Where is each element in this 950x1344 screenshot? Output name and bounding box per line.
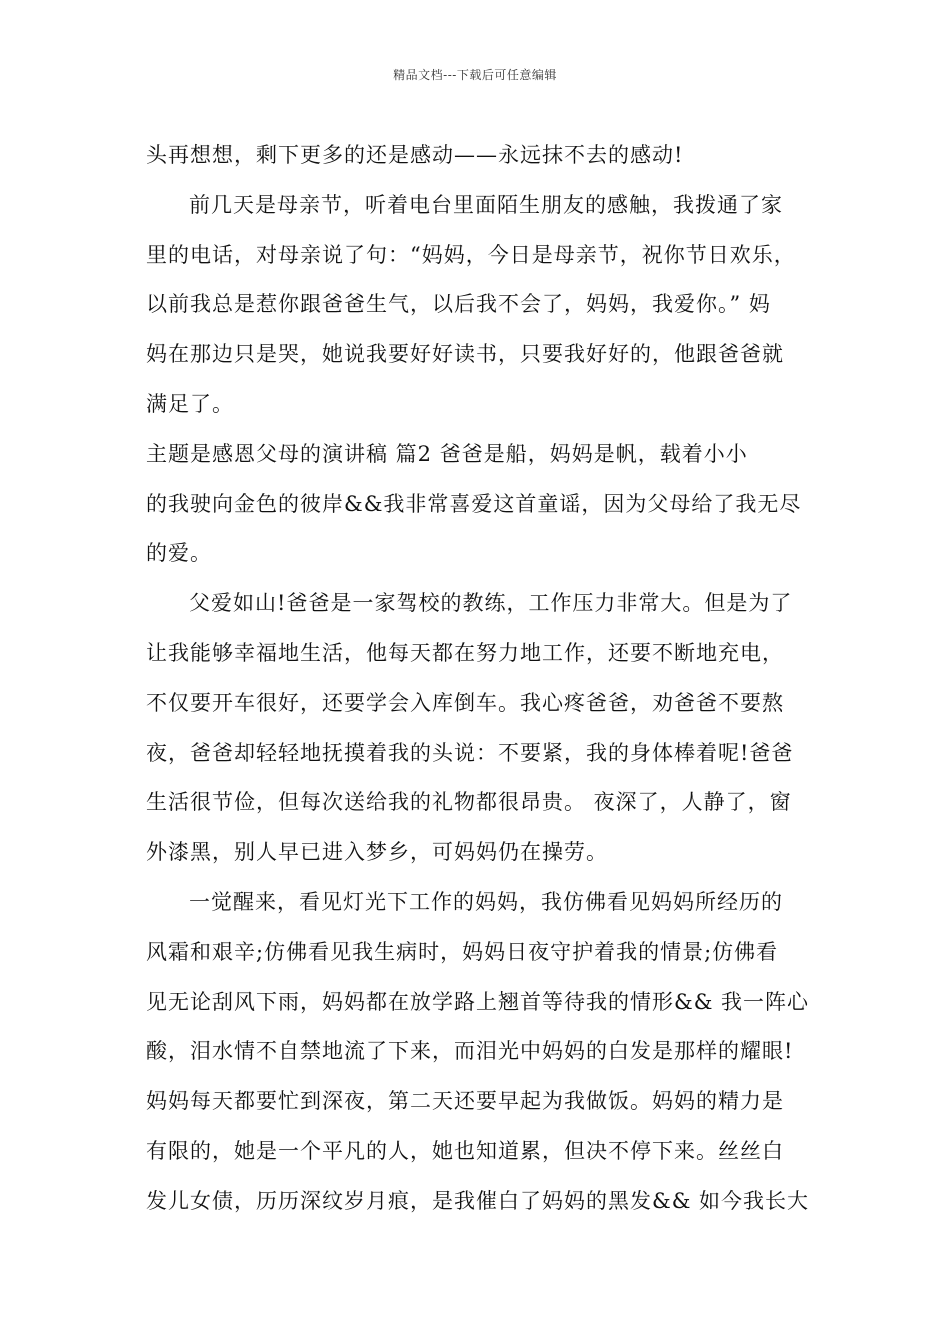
text-line: 夜，爸爸却轻轻地抚摸着我的头说：不要紧，我的身体棒着呢!爸爸 <box>146 740 794 765</box>
text-line: 酸，泪水情不自禁地流了下来，而泪光中妈妈的白发是那样的耀眼! <box>146 1039 794 1064</box>
text-line: 里的电话，对母亲说了句：“妈妈，今日是母亲节，祝你节日欢乐， <box>146 242 796 267</box>
text-line: 前几天是母亲节，听着电台里面陌生朋友的感触，我拨通了家 <box>189 192 783 217</box>
document-body <box>146 131 836 1227</box>
text-line: 发儿女债，历历深纹岁月痕，是我催白了妈妈的黑发&& 如今我长大 <box>146 1188 810 1213</box>
text-line: 满足了。 <box>146 391 234 416</box>
text-line: 妈妈每天都要忙到深夜，第二天还要早起为我做饭。妈妈的精力是 <box>146 1089 784 1114</box>
section-heading-line: 主题是感恩父母的演讲稿 篇2 爸爸是船，妈妈是帆，载着小小 <box>146 441 748 466</box>
text-line: 见无论刮风下雨，妈妈都在放学路上翘首等待我的情形&& 我一阵心 <box>146 989 810 1014</box>
text-line: 不仅要开车很好，还要学会入库倒车。我心疼爸爸，劝爸爸不要熬 <box>146 690 784 715</box>
text-line: 让我能够幸福地生活，他每天都在努力地工作，还要不断地充电， <box>146 640 784 665</box>
text-line: 父爱如山!爸爸是一家驾校的教练，工作压力非常大。但是为了 <box>189 591 793 616</box>
text-line: 的我驶向金色的彼岸&&我非常喜爱这首童谣，因为父母给了我无尽 <box>146 491 802 516</box>
text-line: 风霜和艰辛;仿佛看见我生病时，妈妈日夜守护着我的情景;仿佛看 <box>146 939 779 964</box>
text-line: 有限的，她是一个平凡的人，她也知道累，但决不停下来。丝丝白 <box>146 1138 784 1163</box>
text-line: 一觉醒来，看见灯光下工作的妈妈，我仿佛看见妈妈所经历的 <box>189 889 783 914</box>
text-line: 生活很节俭，但每次送给我的礼物都很昂贵。 夜深了，人静了，窗 <box>146 790 792 815</box>
text-line: 的爱。 <box>146 541 212 566</box>
text-line: 以前我总是惹你跟爸爸生气，以后我不会了，妈妈，我爱你。” 妈 <box>146 292 771 317</box>
text-line: 头再想想，剩下更多的还是感动——永远抹不去的感动! <box>146 143 684 167</box>
text-line: 妈在那边只是哭，她说我要好好读书，只要我好好的，他跟爸爸就 <box>146 342 784 367</box>
text-line: 外漆黑，别人早已进入梦乡，可妈妈仍在操劳。 <box>146 840 608 865</box>
page-header: 精品文档---下载后可任意编辑 <box>393 68 557 82</box>
